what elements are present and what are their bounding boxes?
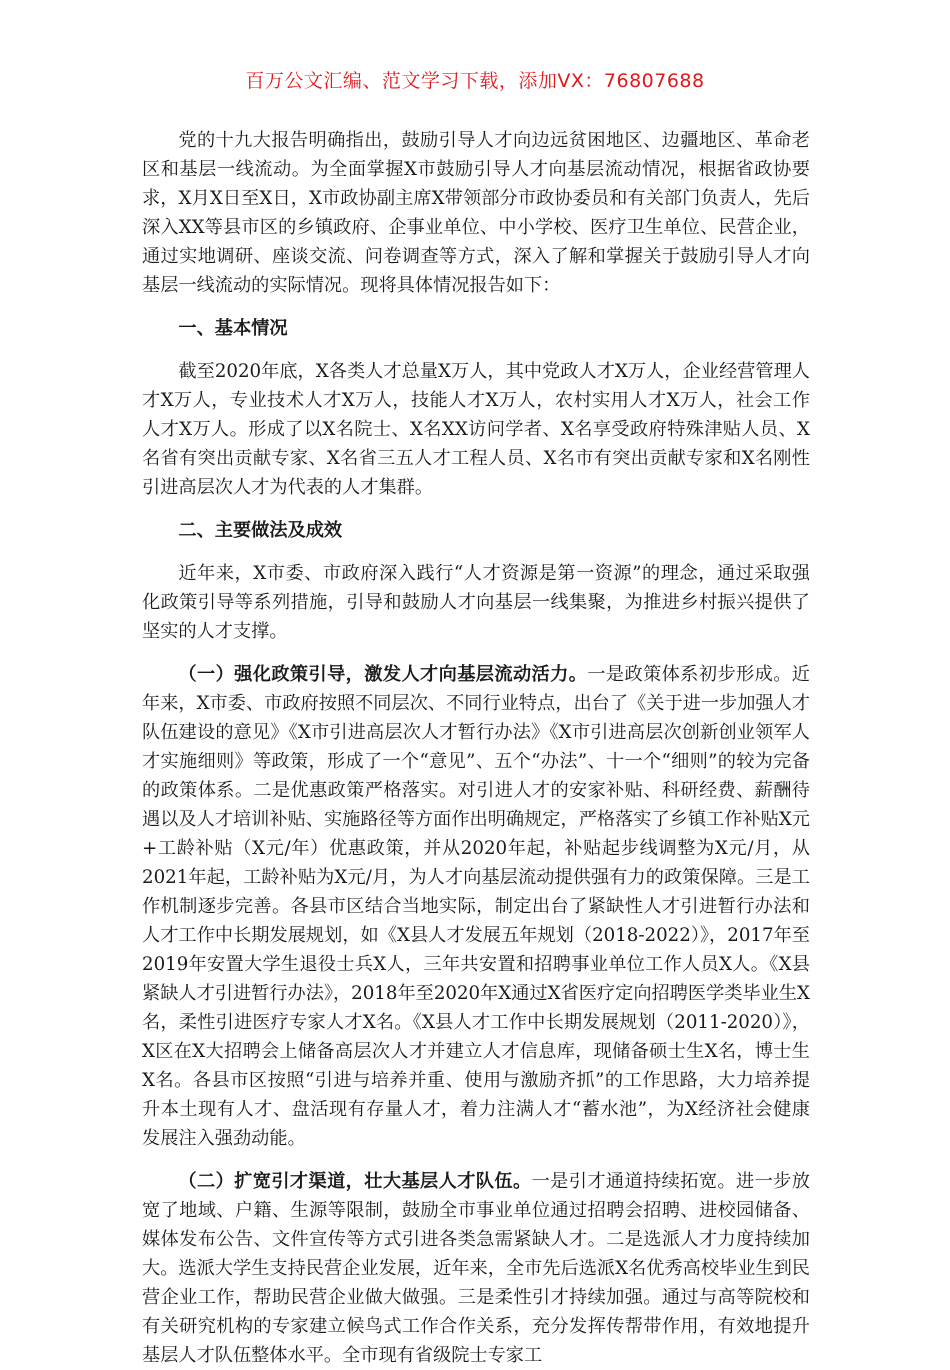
item1-text: 一是政策体系初步形成。近年来，X市委、市政府按照不同层次、不同行业特点，出台了《关于进一步加强人才队伍建设的意见》《X市引进高层次人才暂行办法》《X市引进高层次创新创业领军人才实施细则》等政策，形成了一个“意见”、五个“办法”、十一个“细则”的较为完备的政策体系。二是优惠政策严格落实。对引进人才的安家补贴、科研经费、薪酬待遇以及人才培训补贴、实施路径等方面作出明确规定，严格落实了乡镇工作补贴X元+工龄补贴（X元/年）优惠政策，并从2020年起，补贴起步线调整为X元/月，从2021年起，工龄补贴为X元/月，为人才向基层流动提供强有力的政策保障。三是工作机制逐步完善。各县市区结合当地实际，制定出台了紧缺性人才引进暂行办法和人才工作中长期发展规划，如《X县人才发展五年规划（2018-2022）》，2017年至2019年安置大学生退役士兵X人，三年共安置和招聘事业单位工作人员X人。《X县紧缺人才引进暂行办法》，2018年至2020年X通过X省医疗定向招聘医学类毕业生X名，柔性引进医疗专家人才X名。《X县人才工作中长期发展规划（2011-2020）》，X区在X大招聘会上储备高层次人才并建立人才信息库，现储备硕士生X名，博士生X名。各县市区按照“引进与培养并重、使用与激励齐抓”的工作思路，大力培养提升本土现有人才、盘活现有存量人才，着力注满人才“蓄水池”，为X经济社会健康发展注入强劲动能。: [142, 664, 810, 1149]
section-heading-basic-situation: 一、基本情况: [178, 318, 288, 339]
item2-lead: （二）扩宽引才渠道，壮大基层人才队伍。: [178, 1171, 532, 1192]
section2-intro-paragraph: 近年来，X市委、市政府深入践行“人才资源是第一资源”的理念，通过采取强化政策引导等系列措施，引导和鼓励人才向基层一线集聚，为推进乡村振兴提供了坚实的人才支撑。: [142, 563, 810, 642]
section-heading-main-practices: 二、主要做法及成效: [178, 520, 343, 541]
item2-paragraph: [142, 1167, 810, 1370]
document-body: [142, 126, 810, 1370]
watermark-banner: 百万公文汇编、范文学习下载，添加VX：76807688: [245, 70, 705, 92]
item1-paragraph: [142, 660, 810, 1153]
item1-lead: （一）强化政策引导，激发人才向基层流动活力。: [178, 664, 588, 685]
item2-text: 一是引才通道持续拓宽。进一步放宽了地域、户籍、生源等限制，鼓励全市事业单位通过招聘会招聘、进校园储备、媒体发布公告、文件宣传等方式引进各类急需紧缺人才。二是选派人才力度持续加大。选派大学生支持民营企业发展，近年来，全市先后选派X名优秀高校毕业生到民营企业工作，帮助民营企业做大做强。三是柔性引才持续加强。通过与高等院校和有关研究机构的专家建立候鸟式工作合作关系，充分发挥传帮带作用，有效地提升基层人才队伍整体水平。全市现有省级院士专家工: [142, 1171, 810, 1366]
section1-paragraph: 截至2020年底，X各类人才总量X万人，其中党政人才X万人，企业经营管理人才X万人，专业技术人才X万人，技能人才X万人，农村实用人才X万人，社会工作人才X万人。形成了以X名院士、X名XX访问学者、X名享受政府特殊津贴人员、X名省有突出贡献专家、X名省三五人才工程人员、X名市有突出贡献专家和X名刚性引进高层次人才为代表的人才集群。: [142, 361, 810, 498]
intro-paragraph: 党的十九大报告明确指出，鼓励引导人才向边远贫困地区、边疆地区、革命老区和基层一线流动。为全面掌握X市鼓励引导人才向基层流动情况，根据省政协要求，X月X日至X日，X市政协副主席X带领部分市政协委员和有关部门负责人，先后深入XX等县市区的乡镇政府、企事业单位、中小学校、医疗卫生单位、民营企业，通过实地调研、座谈交流、问卷调查等方式，深入了解和掌握关于鼓励引导人才向基层一线流动的实际情况。现将具体情况报告如下：: [142, 130, 810, 296]
